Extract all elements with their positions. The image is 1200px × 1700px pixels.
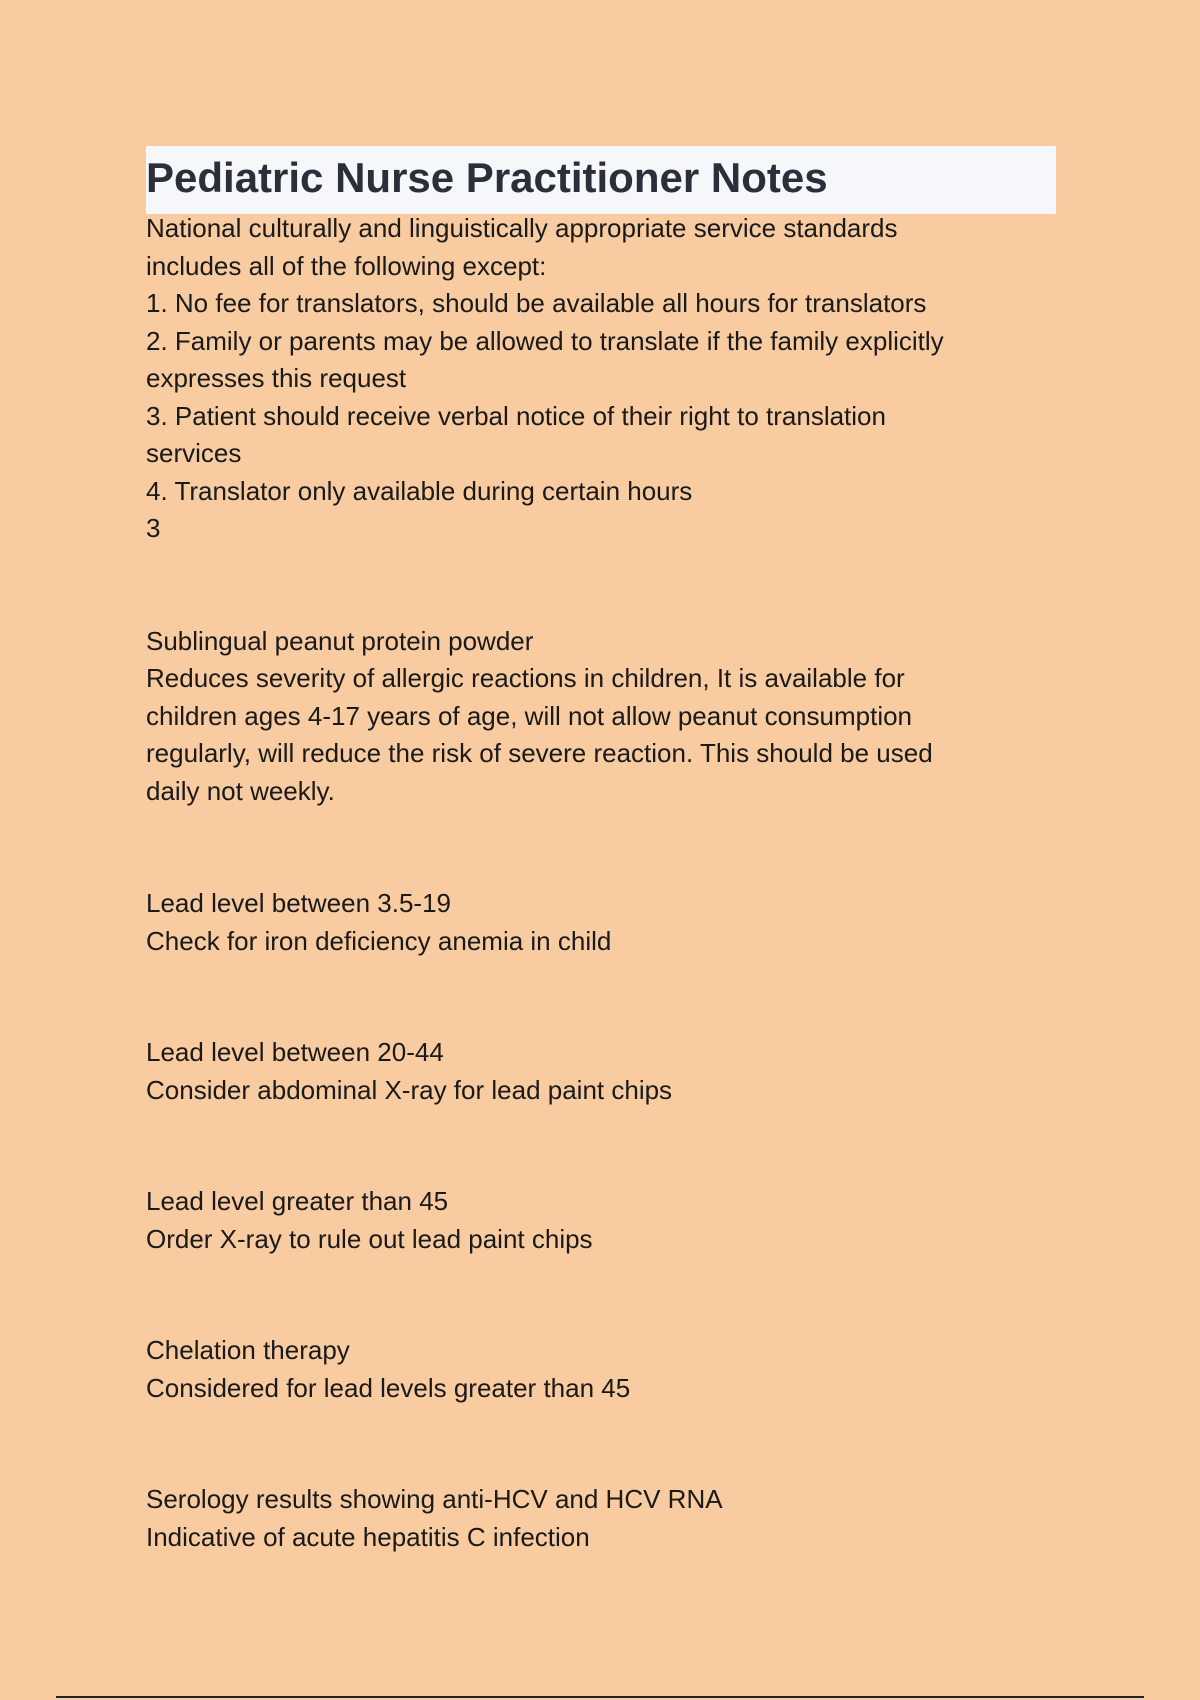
note-definition-line: Considered for lead levels greater than 45 [146, 1372, 631, 1403]
note-definition-line: Consider abdominal X-ray for lead paint chips [146, 1074, 673, 1105]
note-definition-line: Indicative of acute hepatitis C infection [146, 1521, 590, 1552]
question-block [146, 210, 1046, 548]
note-definition-line: daily not weekly. [146, 775, 335, 806]
page-title-bar [146, 146, 1056, 214]
note-term: Lead level between 20-44 [146, 1037, 444, 1067]
footer-divider [56, 1696, 1144, 1698]
question-stem-line: includes all of the following except: [146, 250, 547, 281]
question-option: 2. Family or parents may be allowed to translate if the family explicitly [146, 325, 944, 356]
question-option: 3. Patient should receive verbal notice of their right to translation [146, 400, 886, 431]
note-card [146, 623, 1046, 811]
note-term: Lead level greater than 45 [146, 1186, 449, 1216]
note-term: Lead level between 3.5-19 [146, 888, 452, 918]
note-card [146, 1332, 1046, 1407]
question-answer: 3 [146, 513, 161, 543]
question-stem-line: National culturally and linguistically appropriate service standards [146, 213, 898, 243]
note-card [146, 1183, 1046, 1258]
note-card [146, 885, 1046, 960]
note-definition-line: children ages 4-17 years of age, will not allow peanut consumption [146, 700, 913, 731]
note-definition-line: regularly, will reduce the risk of severe reaction. This should be used [146, 738, 933, 768]
note-card [146, 1034, 1046, 1109]
note-term: Sublingual peanut protein powder [146, 625, 534, 656]
question-option: 4. Translator only available during certain hours [146, 475, 693, 506]
question-option: services [146, 438, 242, 468]
note-term: Serology results showing anti-HCV and HCV RNA [146, 1484, 723, 1514]
question-option: 1. No fee for translators, should be available all hours for translators [146, 288, 927, 318]
note-definition-line: Reduces severity of allergic reactions in children, It is available for [146, 663, 905, 693]
note-card [146, 1481, 1046, 1556]
page-title: Pediatric Nurse Practitioner Notes [146, 154, 828, 201]
notes-content [146, 210, 1046, 1556]
question-option: expresses this request [146, 363, 407, 393]
note-term: Chelation therapy [146, 1335, 350, 1365]
note-definition-line: Check for iron deficiency anemia in child [146, 925, 612, 956]
note-definition-line: Order X-ray to rule out lead paint chips [146, 1223, 593, 1254]
